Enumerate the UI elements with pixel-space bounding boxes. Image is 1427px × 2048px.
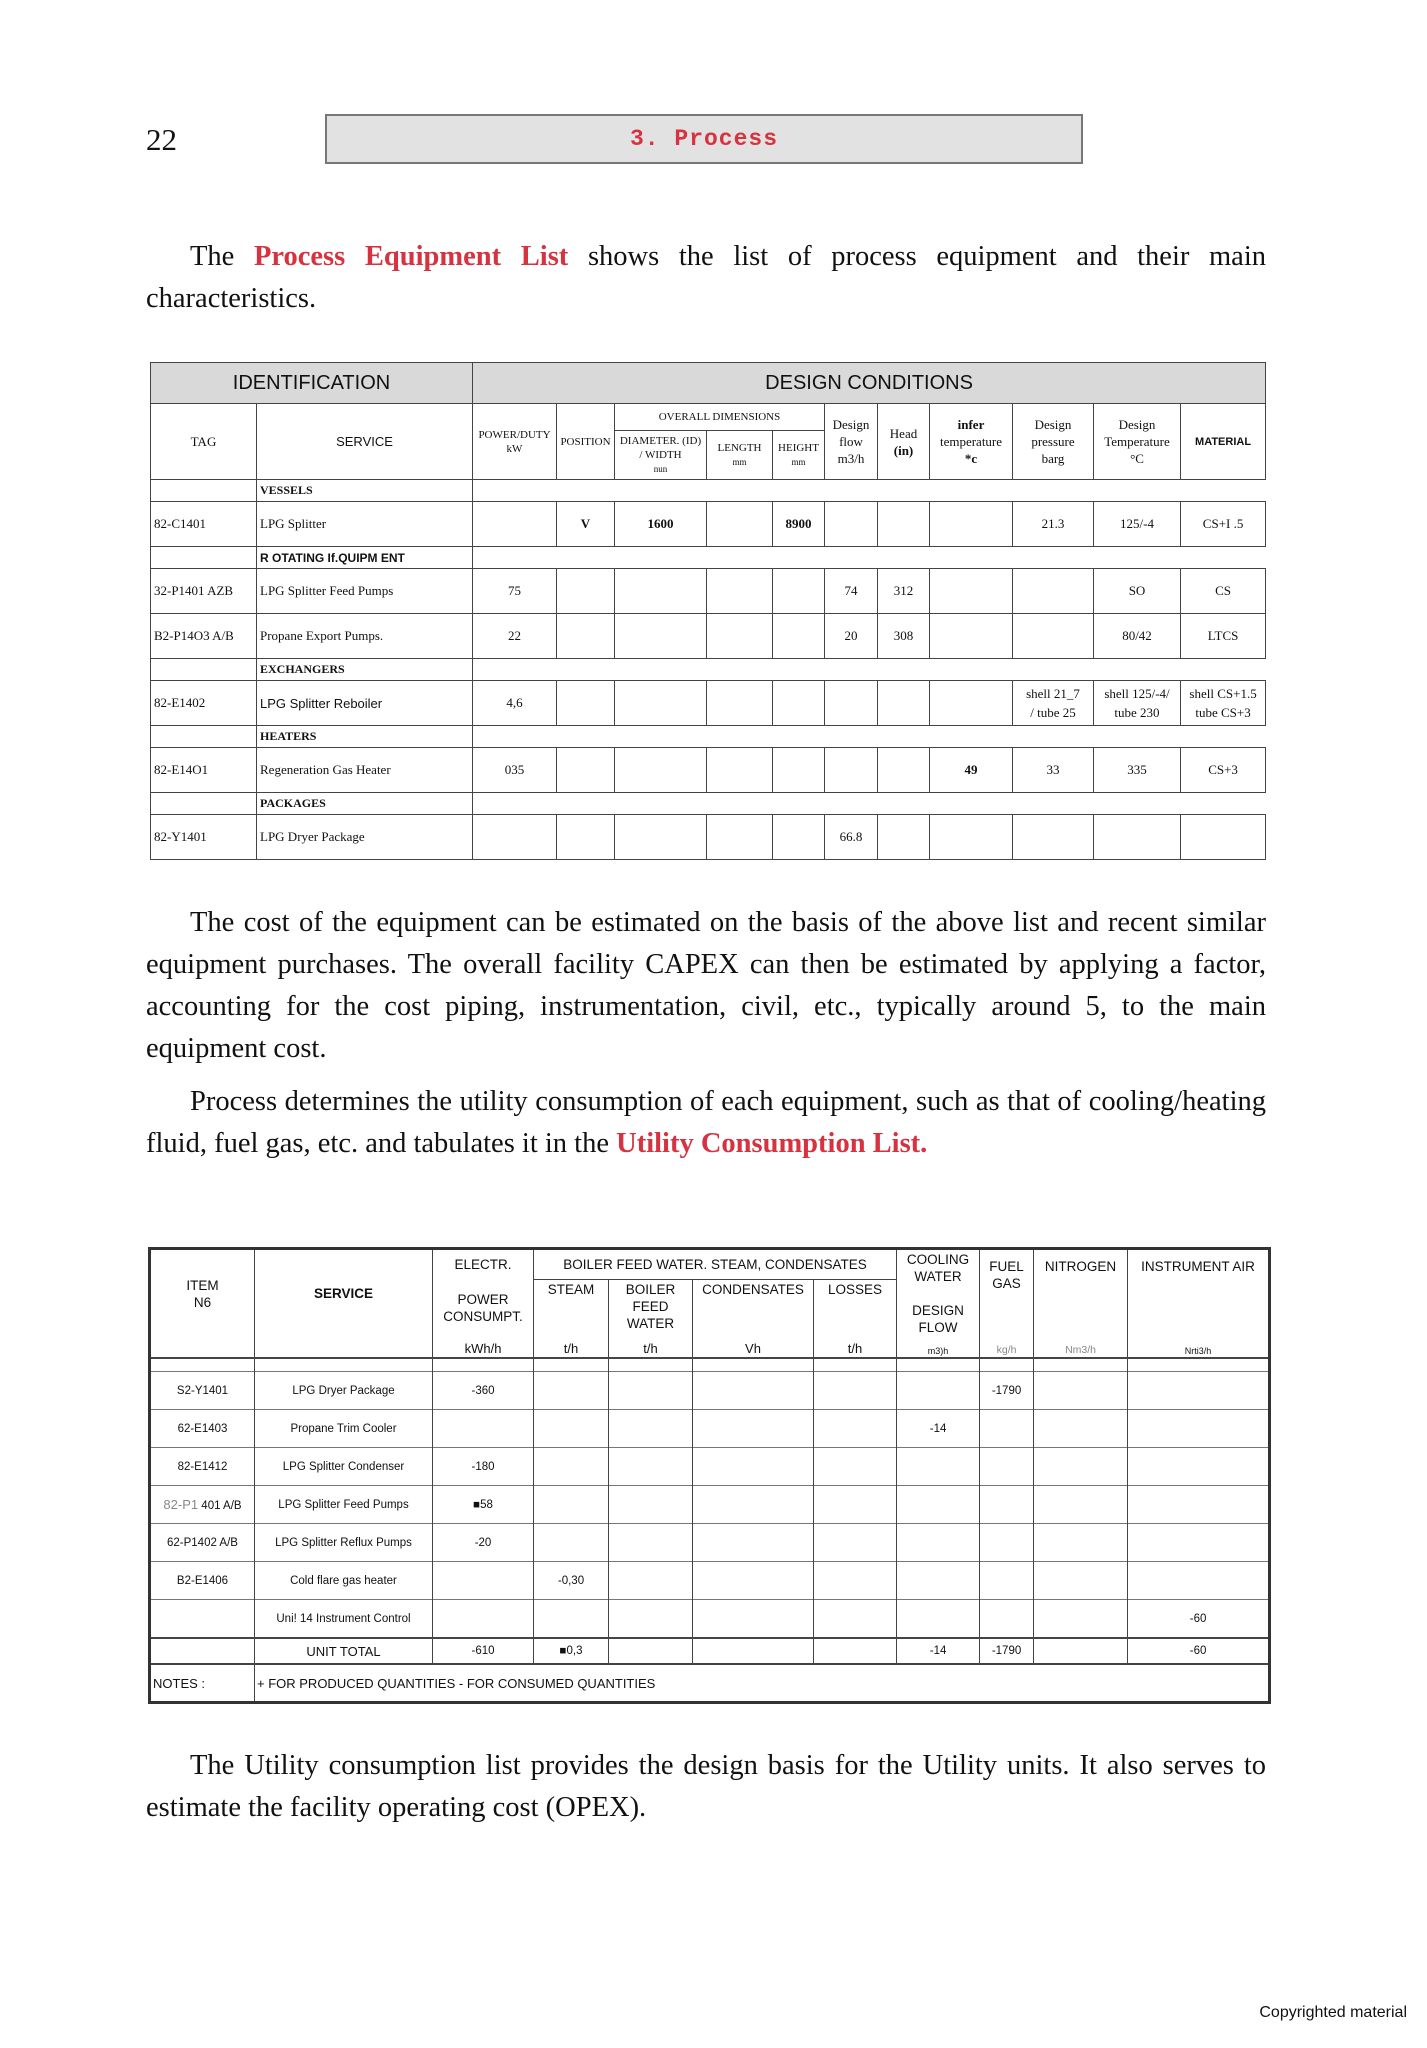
intro-text-before: The xyxy=(190,241,254,272)
category-exchangers: EXCHANGERS xyxy=(257,659,473,681)
diameter-header: DIAMETER. (ID) / WIDTH nun xyxy=(615,431,707,480)
design-conditions-header: DESIGN CONDITIONS xyxy=(473,363,1266,404)
nitrogen-header: NITROGEN xyxy=(1034,1249,1128,1338)
item-header: ITEM N6 xyxy=(150,1249,255,1338)
design-temperature-header: Design Temperature °C xyxy=(1094,404,1181,480)
table-row: 82-E14O1 Regeneration Gas Heater 035 49 33 335 CS+3 xyxy=(151,748,1266,793)
instrument-air-header: INSTRUMENT AIR xyxy=(1128,1249,1270,1338)
table-row: B2-P14O3 A/B Propane Export Pumps. 22 20 308 80/42 LTCS xyxy=(151,614,1266,659)
service-header: SERVICE xyxy=(257,404,473,480)
table-row: 62-P1402 A/B LPG Splitter Reflux Pumps -20 xyxy=(150,1524,1270,1562)
boiler-group-header: BOILER FEED WATER. STEAM, CONDENSATES xyxy=(534,1249,897,1280)
design-flow-header: Design flow m3/h xyxy=(825,404,878,480)
design-pressure-header: Design pressure barg xyxy=(1013,404,1094,480)
table-row: B2-E1406 Cold flare gas heater -0,30 xyxy=(150,1562,1270,1600)
cooling-water-header: COOLING WATER DESIGN FLOW xyxy=(897,1249,980,1338)
steam-header: STEAM xyxy=(534,1280,609,1337)
category-packages: PACKAGES xyxy=(257,793,473,815)
utility-consumption-table: ITEM N6 SERVICE ELECTR. BOILER FEED WATER. STEAM, CONDENSATES COOLING WATER DESIGN FLOW FUEL GAS NITROGEN INSTRUMENT AIR POWER CONSUMPT. STEAM BOILER FEED WATER CONDENSATES LOSSES kWh/h t/h t/h Vh t/h m3)h kg/h Nm3/h Nrti3/h S2-Y1401 LPG Dryer Package -360 -1790 62-E1403 Propane Trim Cooler -14 82-E1412 LPG Splitter Condenser -180 82-P1 401 A/B LPG Splitter Feed Pumps ■58 62-P1402 A/B LPG Splitter Reflux Pumps -20 B2-E1406 Cold flare gas heater -0,30 Uni! 14 Instrument Control -60 UNIT TOTAL -610 ■0,3 -14 -1790 -60 NOTES : + FOR PRODUCED QUANTITIES - FOR CONSUMED QUANTITIES xyxy=(148,1247,1271,1704)
utility-paragraph: Process determines the utility consumption of each equipment, such as that of cooling/heating fluid, fuel gas, etc. and tabulates it in the Utility Consumption List. xyxy=(146,1086,1266,1159)
length-header: LENGTH mm xyxy=(707,431,773,480)
table-row: 82-C1401 LPG Splitter V 1600 8900 21.3 125/-4 CS+I .5 xyxy=(151,502,1266,547)
bfw-header: BOILER FEED WATER xyxy=(609,1280,693,1337)
table-row: 82-E1402 LPG Splitter Reboiler 4,6 shell 21_7 / tube 25 shell 125/-4/ tube 230 shell CS+1.5 tube CS+3 xyxy=(151,681,1266,726)
material-header: MATERIAL xyxy=(1181,404,1266,480)
table-row: Uni! 14 Instrument Control -60 xyxy=(150,1600,1270,1639)
tag-header: TAG xyxy=(151,404,257,480)
notes-row xyxy=(150,1664,1270,1703)
process-equipment-list-link: Process Equipment List xyxy=(253,241,569,272)
identification-header: IDENTIFICATION xyxy=(151,363,473,404)
height-header: HEIGHT mm xyxy=(773,431,825,480)
overall-dimensions-header: OVERALL DIMENSIONS xyxy=(615,404,825,431)
position-header: POSITION xyxy=(557,404,615,480)
page-number: 22 xyxy=(146,122,177,157)
fuel-gas-header: FUEL GAS xyxy=(980,1249,1034,1338)
table-row: 82-Y1401 LPG Dryer Package 66.8 xyxy=(151,815,1266,860)
copyright-notice: Copyrighted material xyxy=(1259,2004,1407,2021)
condensates-header: CONDENSATES xyxy=(693,1280,814,1337)
intro-paragraph xyxy=(146,236,1266,320)
unit-total-row: UNIT TOTAL -610 ■0,3 -14 -1790 -60 xyxy=(150,1638,1270,1664)
capex-paragraph: The cost of the equipment can be estimated on the basis of the above list and recent similar equipment purchases. The overall facility CAPEX can then be estimated by applying a factor, accounting for the cost piping, instrumentation, civil, etc., typically around 5, to the main equipment cost. xyxy=(146,907,1266,1064)
power-duty-header: POWER/DUTY kW xyxy=(473,404,557,480)
category-vessels: VESSELS xyxy=(257,480,473,502)
notes-label: NOTES : xyxy=(150,1664,255,1703)
table-row: S2-Y1401 LPG Dryer Package -360 -1790 xyxy=(150,1372,1270,1410)
table-row: 62-E1403 Propane Trim Cooler -14 xyxy=(150,1410,1270,1448)
utility-consumption-list-link: Utility Consumption List. xyxy=(616,1128,928,1159)
head-header: Head (in) xyxy=(878,404,930,480)
electr-header: ELECTR. xyxy=(433,1249,534,1280)
power-consumpt-header: POWER CONSUMPT. xyxy=(433,1280,534,1337)
table-row: 82-P1 401 A/B LPG Splitter Feed Pumps ■58 xyxy=(150,1486,1270,1524)
table-row: 82-E1412 LPG Splitter Condenser -180 xyxy=(150,1448,1270,1486)
opex-paragraph: The Utility consumption list provides the design basis for the Utility units. It also serves to estimate the facility operating cost (OPEX). xyxy=(146,1750,1266,1823)
intro-text-after: shows the list of process equipment and their main characteristics. xyxy=(146,241,1266,314)
category-heaters: HEATERS xyxy=(257,726,473,748)
chapter-title: 3. Process xyxy=(325,114,1083,164)
infer-temperature-header: infer temperature *c xyxy=(930,404,1013,480)
category-rotating-equipment: R OTATING If.QUIPM ENT xyxy=(257,547,473,569)
losses-header: LOSSES xyxy=(814,1280,897,1337)
service-header: SERVICE xyxy=(255,1249,433,1338)
process-equipment-table xyxy=(150,362,1266,860)
table-row: 32-P1401 AZB LPG Splitter Feed Pumps 75 74 312 SO CS xyxy=(151,569,1266,614)
notes-text: + FOR PRODUCED QUANTITIES - FOR CONSUMED QUANTITIES xyxy=(255,1664,1270,1703)
